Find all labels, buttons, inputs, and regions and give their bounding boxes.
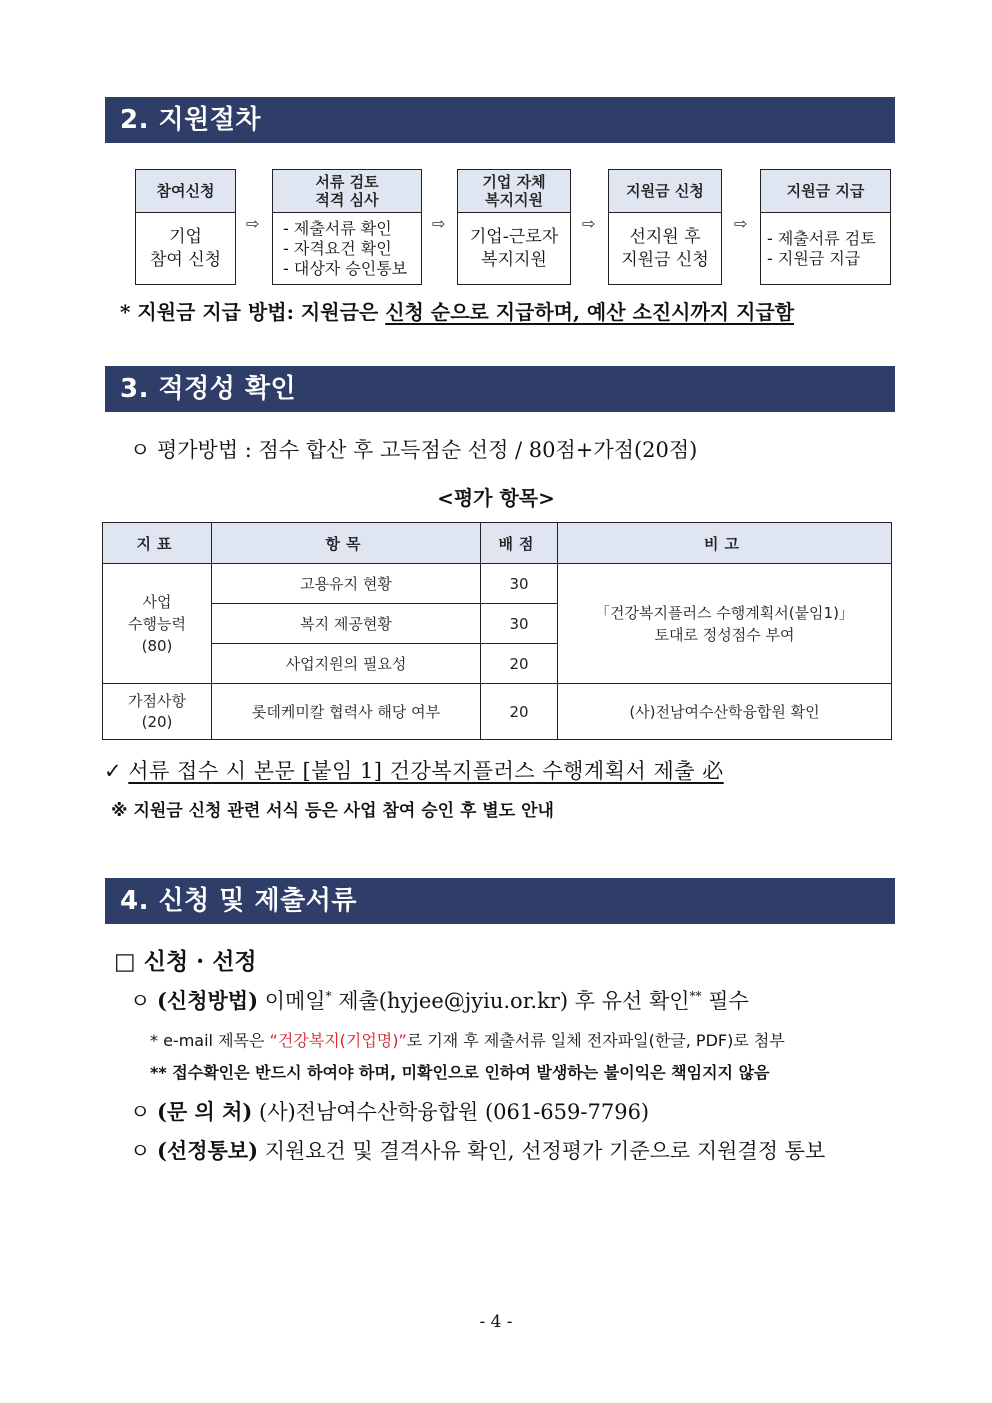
flow-step-head: 서류 검토 적격 심사	[273, 170, 421, 213]
remarks-cell: (사)전남여수산학융합원 확인	[558, 684, 892, 740]
flow-step-head: 참여신청	[136, 170, 235, 213]
table-row	[103, 684, 892, 740]
selection-notice: ㅇ (선정통보) 지원요건 및 결격사유 확인, 선정평가 기준으로 지원결정 통보	[130, 1138, 826, 1163]
evaluation-method: ㅇ 평가방법 : 점수 합산 후 고득점순 선정 / 80점+가점(20점)	[130, 438, 698, 462]
item-cell: 롯데케미칼 협력사 해당 여부	[212, 684, 481, 740]
group-label: 가점사항 (20)	[103, 684, 212, 740]
check-icon: ✓	[104, 759, 122, 783]
email-subject-note: * e-mail 제목은 “건강복지(기업명)”로 기재 후 제출서류 일체 전자파일(한글, PDF)로 첨부	[150, 1031, 785, 1050]
flow-step-head: 기업 자체 복지지원	[458, 170, 570, 213]
evaluation-table	[102, 522, 892, 740]
form-notice: ※ 지원금 신청 관련 서식 등은 사업 참여 승인 후 별도 안내	[111, 801, 554, 821]
arrow-icon: ⇨	[432, 214, 446, 233]
item-cell: 고용유지 현황	[212, 564, 481, 604]
table-caption: <평가 항목>	[437, 486, 555, 510]
flow-step-body: 기업-근로자 복지지원	[469, 226, 559, 270]
flow-step-4	[608, 169, 722, 285]
bullet: ㅇ	[130, 989, 151, 1013]
section-2-header: 2. 지원절차	[105, 97, 895, 143]
item-cell: 복지 제공현황	[212, 604, 481, 644]
score-cell: 30	[481, 564, 558, 604]
flow-step-head: 지원금 신청	[609, 170, 721, 213]
header-item: 항목	[212, 523, 481, 564]
header-score: 배점	[481, 523, 558, 564]
flow-step-head: 지원금 지급	[761, 170, 890, 213]
header-indicator: 지표	[103, 523, 212, 564]
score-cell: 20	[481, 644, 558, 684]
apply-method: ㅇ (신청방법) 이메일* 제출(hyjee@jyiu.or.kr) 후 유선 확인** 필수	[130, 988, 749, 1013]
arrow-icon: ⇨	[246, 214, 260, 233]
arrow-icon: ⇨	[734, 214, 748, 233]
arrow-icon: ⇨	[582, 214, 596, 233]
bullet: ㅇ	[130, 1100, 151, 1124]
item-cell: 사업지원의 필요성	[212, 644, 481, 684]
flow-step-2	[272, 169, 422, 285]
flow-step-body: 기업 참여 신청	[149, 226, 222, 270]
subheading-apply-select: □ 신청 · 선정	[114, 948, 257, 975]
submission-check: ✓ 서류 접수 시 본문 [붙임 1] 건강복지플러스 수행계획서 제출 必	[104, 759, 724, 783]
flow-step-1	[135, 169, 236, 285]
flow-step-body: - 제출서류 확인 - 자격요건 확인 - 대상자 승인통보	[283, 218, 408, 278]
group-label: 사업 수행능력 (80)	[103, 564, 212, 684]
flow-step-5	[760, 169, 891, 285]
table-header-row	[103, 523, 892, 564]
section-3-header: 3. 적정성 확인	[105, 366, 895, 412]
confirm-note: ** 접수확인은 반드시 하여야 하며, 미확인으로 인하여 발생하는 불이익은 책임지지 않음	[150, 1063, 770, 1082]
bullet: ㅇ	[130, 1139, 151, 1163]
flow-step-body: - 제출서류 검토 - 지원금 지급	[767, 228, 876, 268]
remarks-cell: 「건강복지플러스 수행계획서(붙임1)」 토대로 정성점수 부여	[558, 564, 892, 684]
contact-info: ㅇ (문 의 처) (사)전남여수산학융합원 (061-659-7796)	[130, 1099, 650, 1124]
page-number: - 4 -	[479, 1312, 513, 1332]
section-4-header: 4. 신청 및 제출서류	[105, 878, 895, 924]
flow-step-body: 선지원 후 지원금 신청	[621, 226, 709, 270]
table-row	[103, 564, 892, 604]
score-cell: 30	[481, 604, 558, 644]
flow-step-3	[457, 169, 571, 285]
payment-note: * 지원금 지급 방법: 지원금은 신청 순으로 지급하며, 예산 소진시까지 지급함	[120, 300, 795, 324]
score-cell: 20	[481, 684, 558, 740]
header-remarks: 비고	[558, 523, 892, 564]
